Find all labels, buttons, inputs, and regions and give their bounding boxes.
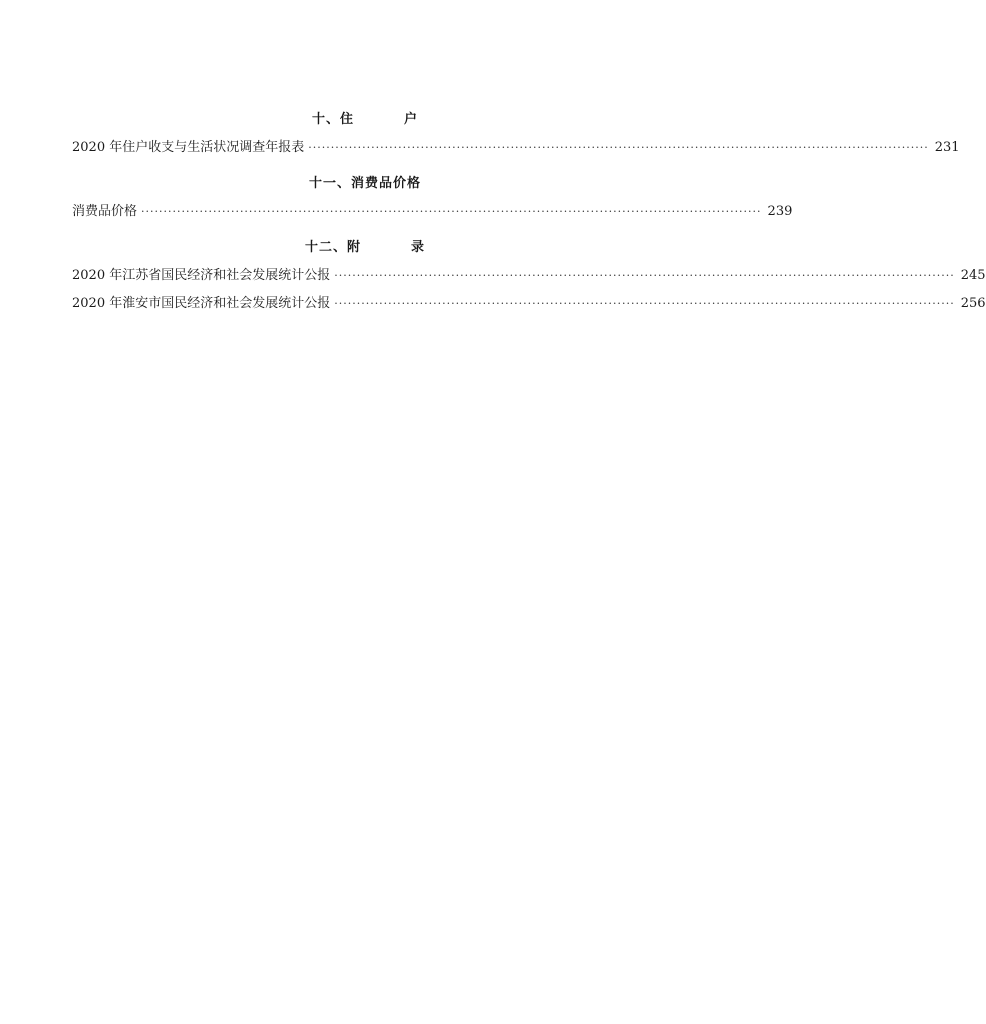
toc-entry[interactable] (72, 266, 986, 286)
section-title-part: 录 (411, 240, 426, 255)
toc-entry[interactable] (72, 294, 986, 314)
toc-entry-label[interactable]: 2020 年淮安市国民经济和社会发展统计公报 (72, 296, 331, 311)
toc-entry-page: 245 (960, 268, 986, 283)
table-of-contents (72, 110, 986, 314)
leader-dots: ·········································································································································· (334, 297, 955, 310)
toc-entry[interactable] (72, 202, 793, 222)
toc-entry-page: 256 (960, 296, 986, 311)
section-title-part: 附 (346, 240, 361, 255)
toc-entry-page: 239 (767, 204, 793, 219)
section-number: 十、 (311, 112, 340, 127)
toc-entry[interactable] (72, 138, 960, 158)
leader-dots: ·········································································································································· (141, 205, 762, 218)
leader-dots: ·········································································································································· (308, 141, 929, 154)
section-number: 十一、 (308, 176, 351, 191)
toc-entry-label[interactable]: 2020 年住户收支与生活状况调查年报表 (72, 140, 305, 155)
section-heading-household (72, 110, 658, 130)
leader-dots: ·········································································································································· (334, 269, 955, 282)
toc-entry-label[interactable]: 2020 年江苏省国民经济和社会发展统计公报 (72, 268, 331, 283)
section-heading-consumer-prices (72, 174, 658, 194)
toc-entry-label[interactable]: 消费品价格 (72, 204, 138, 219)
section-number: 十二、 (304, 240, 347, 255)
toc-entry-page: 231 (934, 140, 960, 155)
section-title-part: 住 (339, 112, 354, 127)
section-title-text: 消费品价格 (351, 176, 422, 191)
section-title-part: 户 (404, 112, 419, 127)
section-heading-appendix (72, 238, 658, 258)
